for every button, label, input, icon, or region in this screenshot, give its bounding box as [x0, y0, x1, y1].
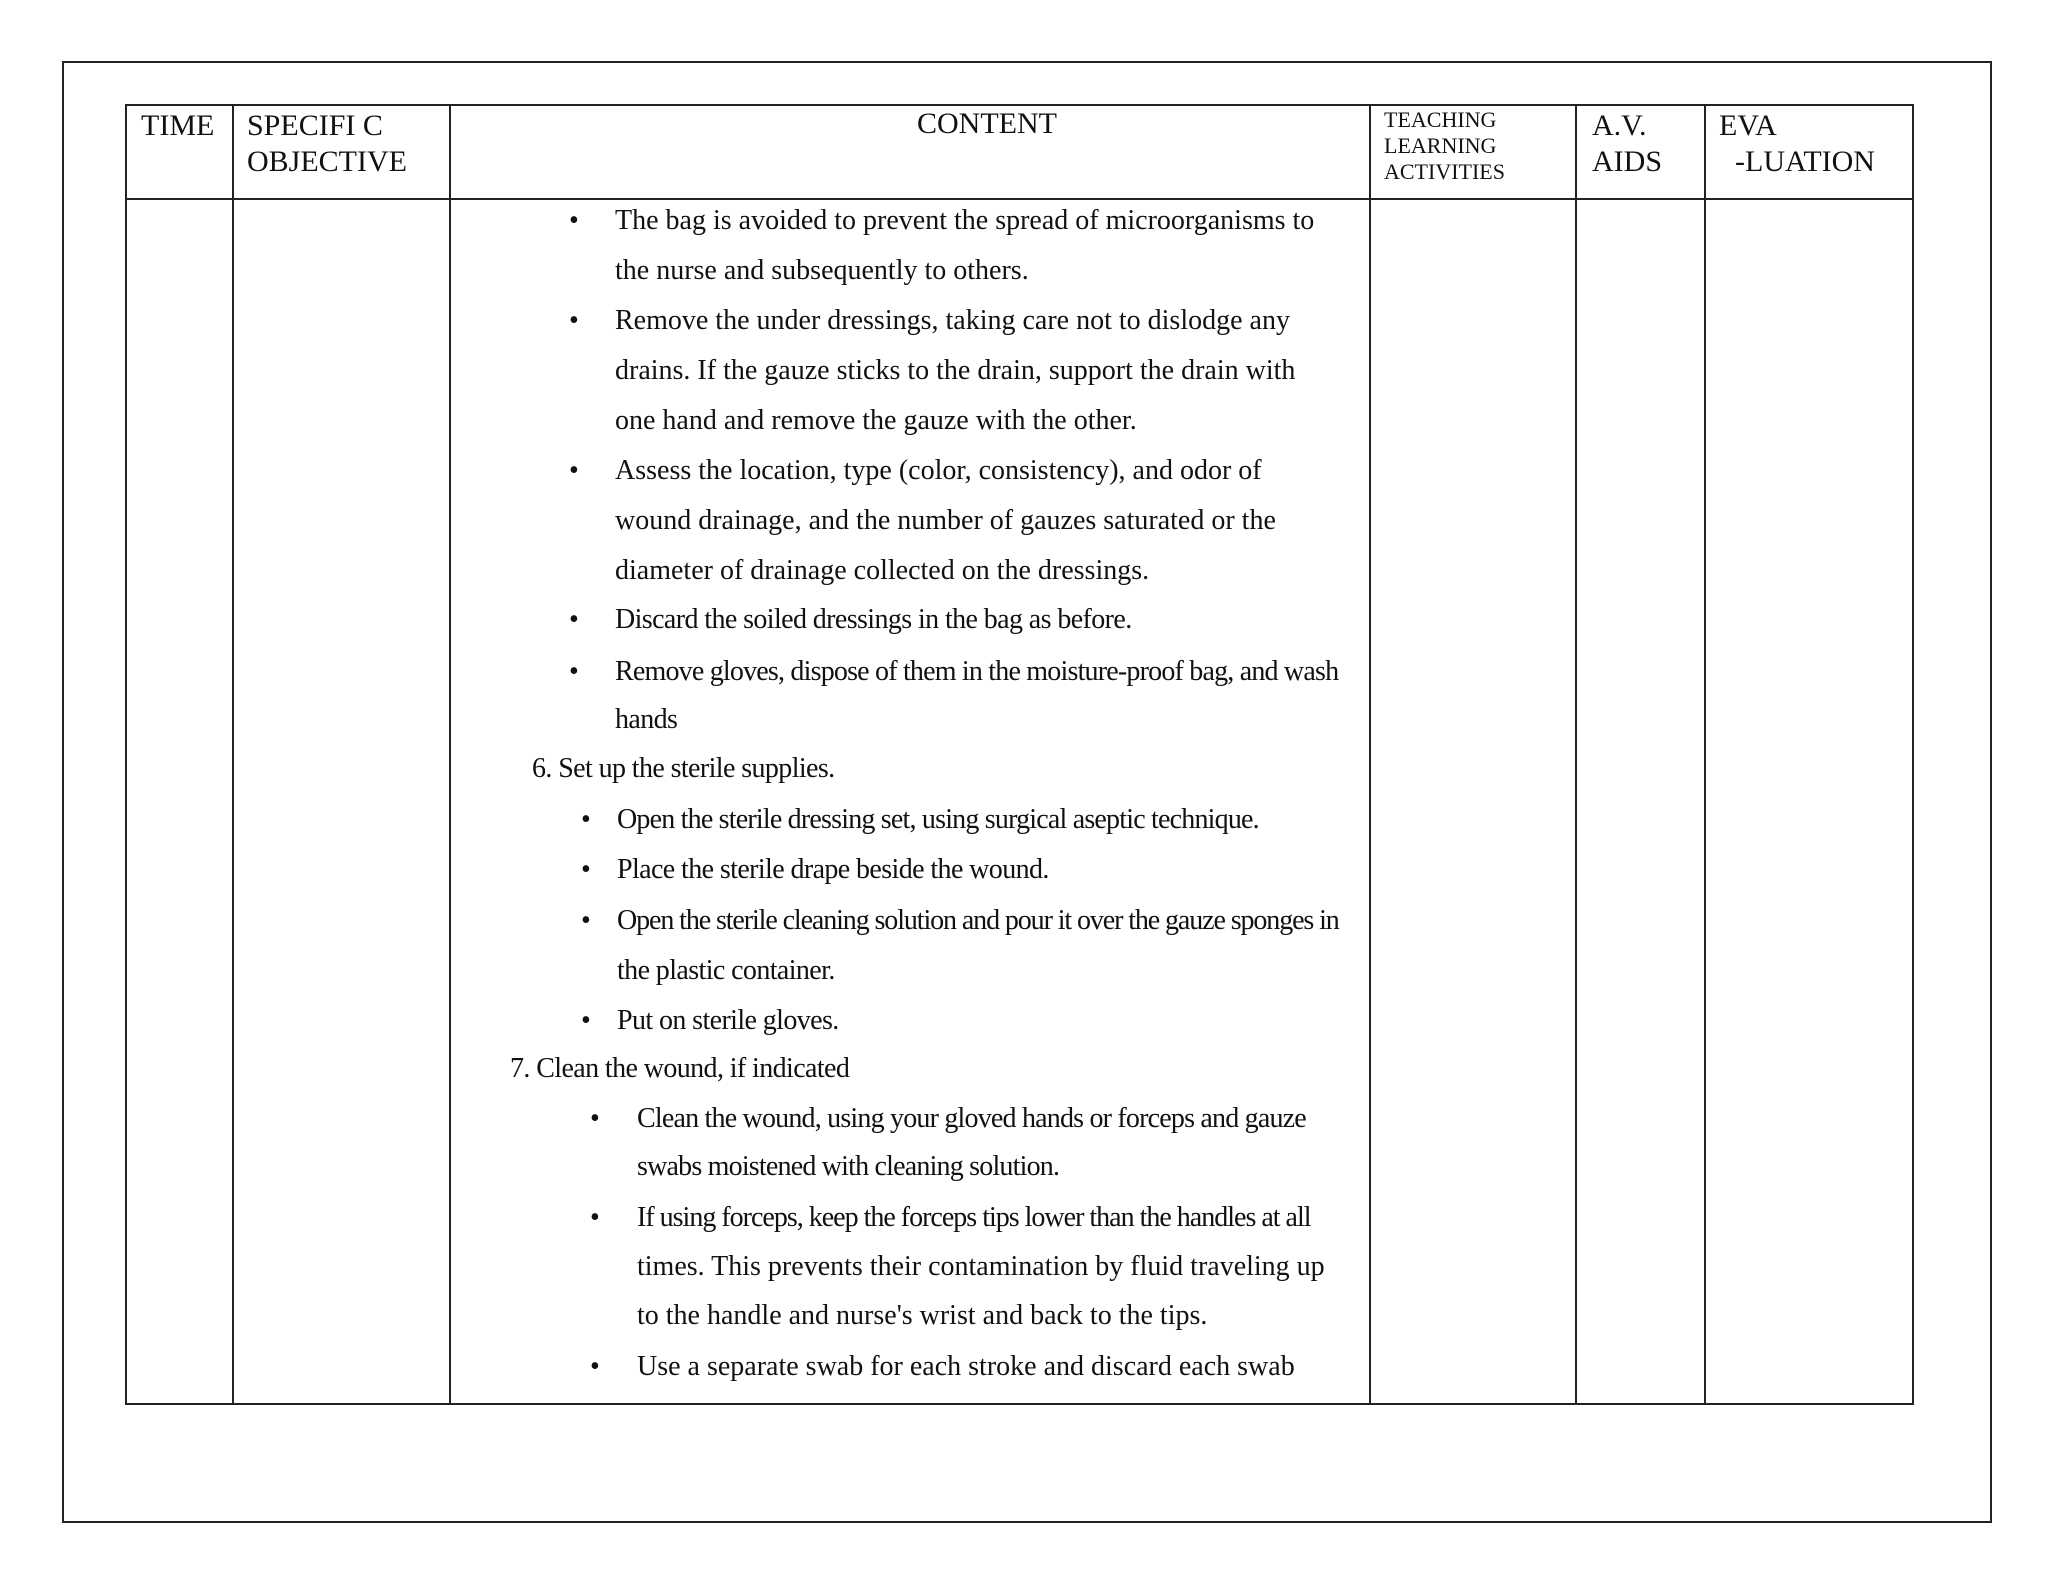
content-line: wound drainage, and the number of gauzes saturated or the	[615, 505, 1276, 536]
header-av-line1: A.V.	[1592, 109, 1647, 142]
bullet-marker: •	[569, 656, 579, 687]
bullet-marker: •	[581, 854, 591, 885]
bullet-marker: •	[569, 205, 579, 236]
content-line: to the handle and nurse's wrist and back to the tips.	[637, 1300, 1208, 1331]
column-divider	[449, 106, 451, 1403]
content-line: Open the sterile cleaning solution and pour it over the gauze sponges in	[617, 905, 1339, 936]
header-teaching-line1: TEACHING	[1384, 107, 1497, 132]
content-line: drains. If the gauze sticks to the drain, support the drain with	[615, 355, 1296, 386]
content-line: Remove gloves, dispose of them in the moisture-proof bag, and wash	[615, 656, 1339, 687]
header-av-line2: AIDS	[1592, 145, 1663, 178]
column-divider	[1704, 106, 1706, 1403]
content-line: Put on sterile gloves.	[617, 1005, 839, 1036]
content-line: The bag is avoided to prevent the spread of microorganisms to	[615, 205, 1315, 236]
column-divider	[232, 106, 234, 1403]
bullet-marker: •	[581, 905, 591, 936]
bullet-marker: •	[590, 1103, 600, 1134]
content-line: the plastic container.	[617, 955, 835, 986]
content-line: Remove the under dressings, taking care not to dislodge any	[615, 305, 1290, 336]
bullet-marker: •	[569, 455, 579, 486]
content-line: hands	[615, 704, 678, 735]
content-line-numbered: 7. Clean the wound, if indicated	[510, 1053, 850, 1084]
bullet-marker: •	[590, 1202, 600, 1233]
content-line: the nurse and subsequently to others.	[615, 255, 1029, 286]
lesson-plan-table	[125, 104, 1914, 1405]
header-time: TIME	[141, 109, 215, 142]
header-evaluation-line1: EVA	[1719, 109, 1777, 142]
header-content: CONTENT	[917, 107, 1057, 140]
header-objective-line2: OBJECTIVE	[247, 145, 407, 178]
content-line: times. This prevents their contamination by fluid traveling up	[637, 1251, 1325, 1282]
content-line: Clean the wound, using your gloved hands or forceps and gauze	[637, 1103, 1306, 1134]
column-divider	[1575, 106, 1577, 1403]
bullet-marker: •	[581, 1005, 591, 1036]
content-line: Open the sterile dressing set, using surgical aseptic technique.	[617, 804, 1259, 835]
content-line: one hand and remove the gauze with the other.	[615, 405, 1137, 436]
header-teaching-line3: ACTIVITIES	[1384, 159, 1505, 184]
bullet-marker: •	[581, 804, 591, 835]
column-divider	[1369, 106, 1371, 1403]
content-line-numbered: 6. Set up the sterile supplies.	[532, 753, 835, 784]
bullet-marker: •	[569, 305, 579, 336]
content-line: Discard the soiled dressings in the bag as before.	[615, 604, 1132, 635]
bullet-marker: •	[590, 1351, 600, 1382]
content-line: diameter of drainage collected on the dressings.	[615, 555, 1150, 586]
content-line: Use a separate swab for each stroke and discard each swab	[637, 1351, 1295, 1382]
header-teaching-line2: LEARNING	[1384, 133, 1497, 158]
header-objective-line1: SPECIFI C	[247, 109, 383, 142]
content-line: Place the sterile drape beside the wound.	[617, 854, 1049, 885]
content-line: Assess the location, type (color, consistency), and odor of	[615, 455, 1262, 486]
header-divider	[127, 198, 1912, 200]
content-line: swabs moistened with cleaning solution.	[637, 1151, 1060, 1182]
bullet-marker: •	[569, 604, 579, 635]
content-line: If using forceps, keep the forceps tips lower than the handles at all	[637, 1202, 1311, 1233]
header-evaluation-line2: -LUATION	[1735, 145, 1875, 178]
